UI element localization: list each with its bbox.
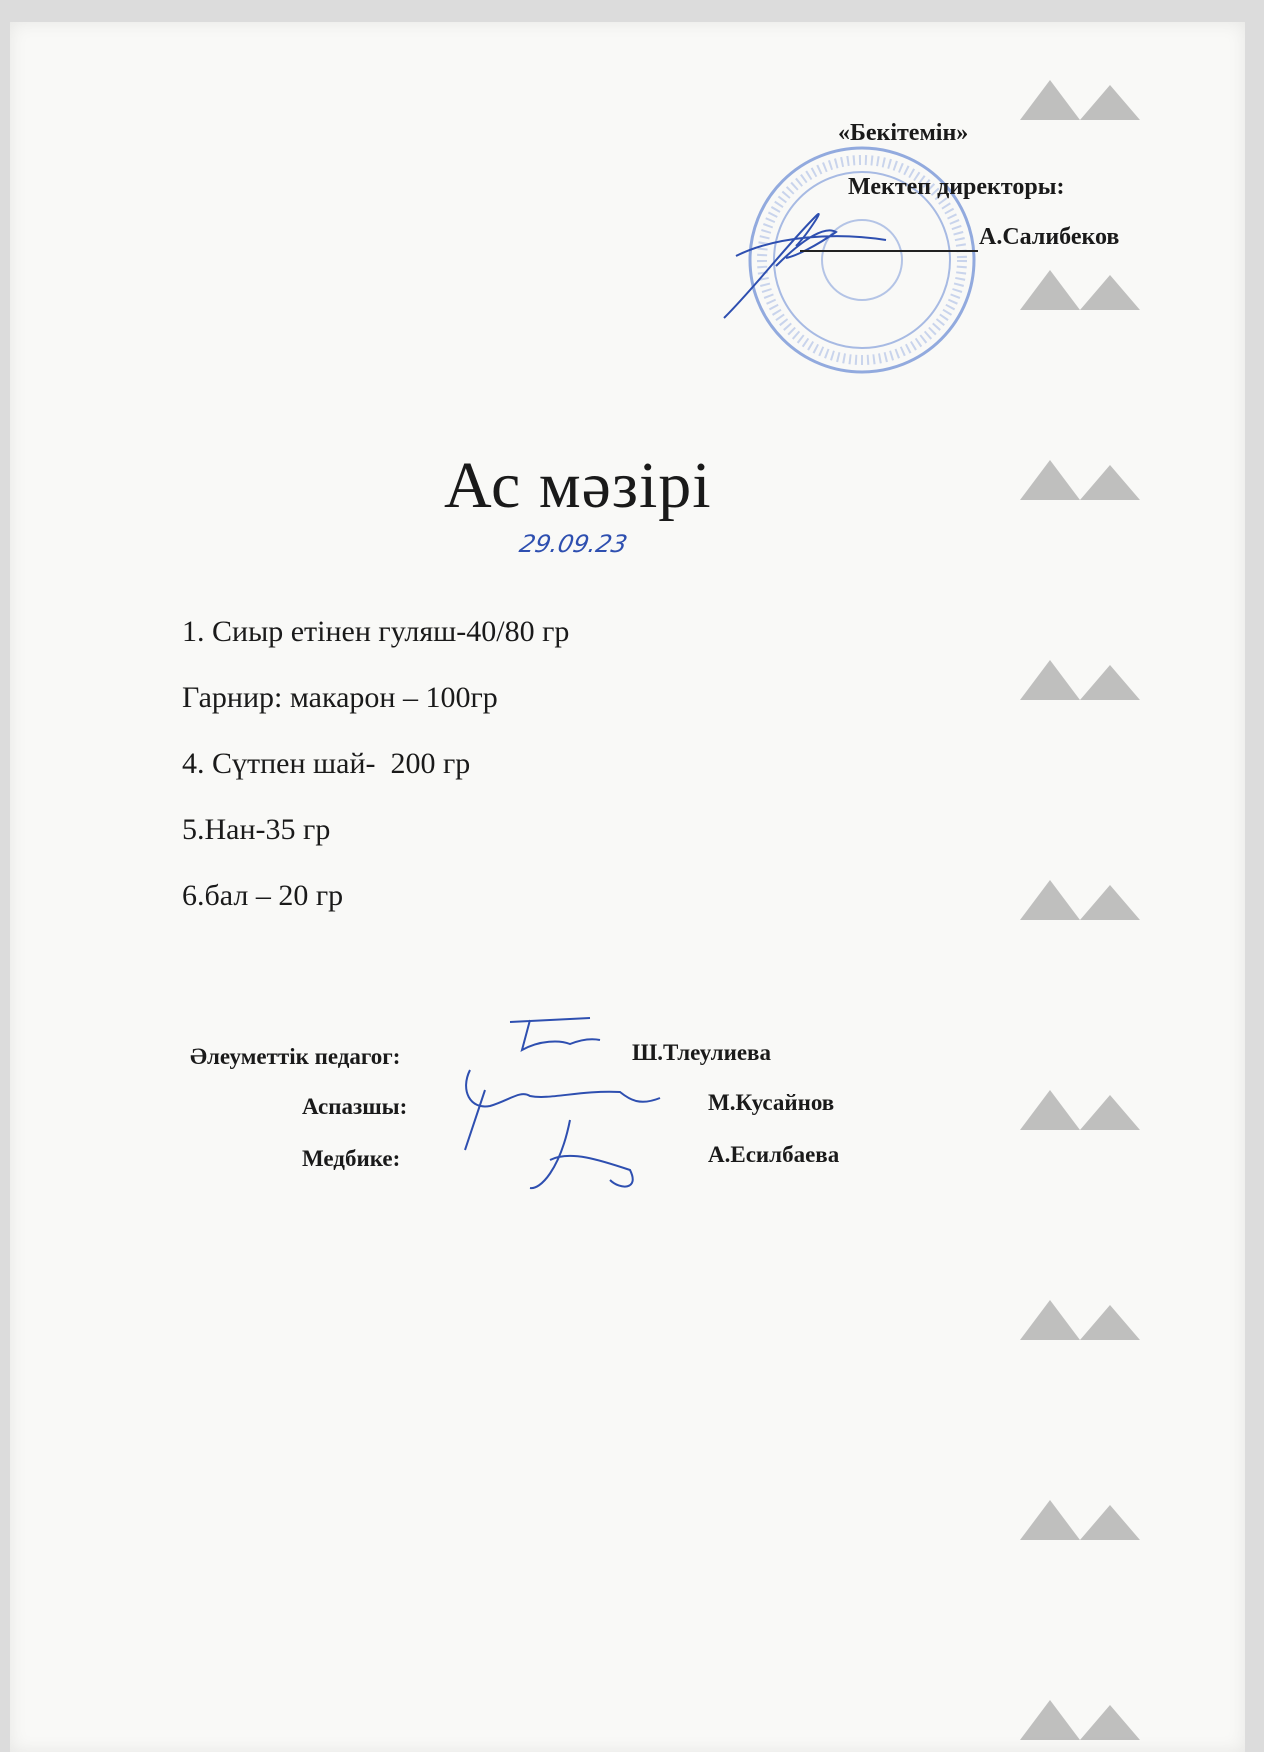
- approval-name: А.Салибеков: [979, 224, 1120, 250]
- approval-title: «Бекітемін»: [838, 120, 969, 146]
- staff-role-social-pedagogue: Әлеуметтік педагог:: [190, 1044, 401, 1069]
- menu-item: 1. Сиыр етінен гуляш-40/80 гр: [182, 615, 570, 648]
- menu-list: [182, 612, 569, 942]
- staff-role-cook: Аспазшы:: [302, 1094, 408, 1119]
- staff-name-cook: М.Кусайнов: [708, 1090, 835, 1115]
- staff-name-nurse: А.Есилбаева: [708, 1142, 840, 1167]
- staff-role-nurse: Медбике:: [302, 1146, 401, 1171]
- handwritten-date: 29.09.23: [517, 530, 630, 558]
- print-through-pattern: [960, 40, 1260, 1752]
- menu-item: 4. Сүтпен шай- 200 гр: [182, 747, 471, 780]
- menu-item: Гарнир: макарон – 100гр: [182, 681, 498, 714]
- menu-item: 5.Нан-35 гр: [182, 813, 331, 846]
- menu-item: 6.бал – 20 гр: [182, 879, 344, 912]
- signature-line: [800, 250, 978, 252]
- staff-name-social-pedagogue: Ш.Тлеулиева: [632, 1040, 771, 1065]
- director-signature: [716, 196, 896, 326]
- staff-signatures: [430, 1010, 680, 1200]
- approval-role: Мектеп директоры:: [848, 174, 1065, 200]
- document-title: Ас мәзірі: [444, 449, 712, 522]
